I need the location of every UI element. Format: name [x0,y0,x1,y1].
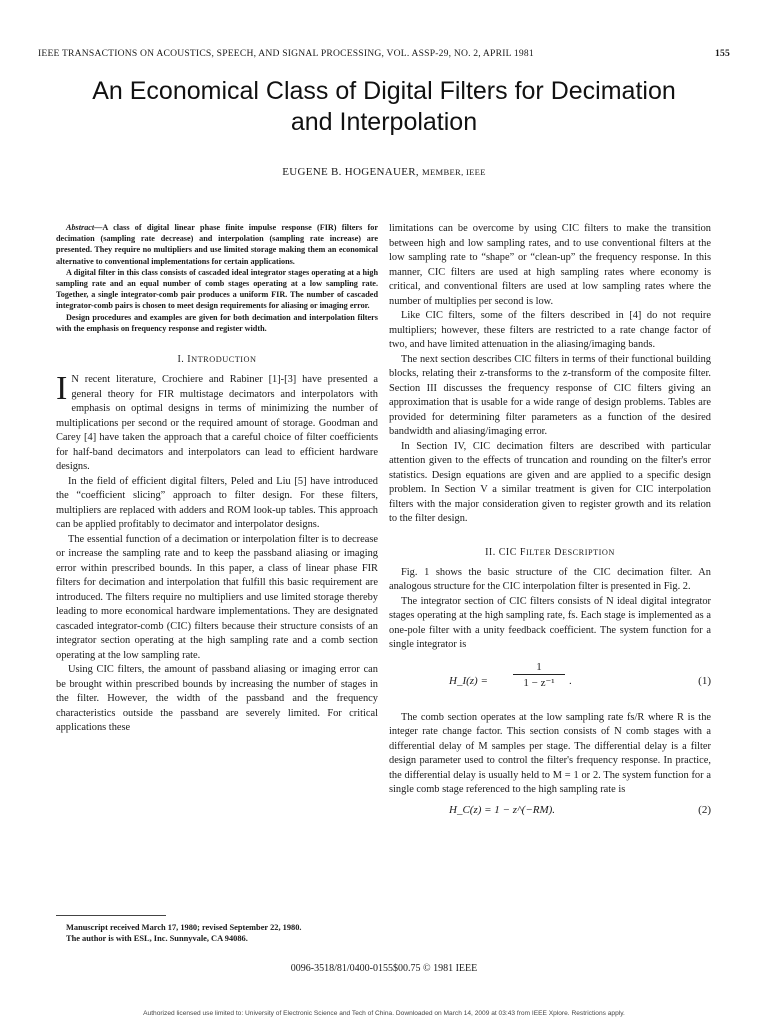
abstract-paragraph-1: Abstract—A class of digital linear phase finite impulse response (FIR) filters for decimation (sampling rate decrease) and interpolation (sampling rate increase) are presented. They require no multipliers and use limited storage making them an economical alternative to conventional implementations for certain applications. [56,223,378,266]
equation-1-period: . [569,674,572,687]
copyright-line: 0096-3518/81/0400-0155$00.75 © 1981 IEEE [290,963,478,974]
abstract [56,222,378,334]
right-column [389,222,711,822]
equation-2 [389,802,711,822]
page-number: 155 [715,48,730,59]
intro-paragraph-3: The essential function of a decimation or interpolation filter is to decrease or increase the sampling rate and to keep the passband aliasing or imaging error within prescribed bounds. In this paper, a class of linear phase FIR filters for decimation and interpolation that fulfill this basic requirement are introduced. The filters require no multipliers and use limited storage thereby leading to more economical hardware implementations. They are designated cascaded integrator-comb (CIC) filters because their structure consists of an integrator section operating at the high sampling rate and a comb section operating at the low sampling rate. [56,533,378,661]
author-line [0,166,768,178]
abstract-paragraph-2: A digital filter in this class consists of cascaded ideal integrator stages operating at a high sampling rate and an equal number of comb stages operating at a low sampling rate. Together, a single integrator-comb pair produces a uniform FIR. The number of cascaded integrator-comb pairs is chosen to meet design requirements for aliasing or imaging error. [56,267,378,311]
abstract-paragraph-3: Design procedures and examples are given for both decimation and interpolation filters with the emphasis on frequency response and register width. [56,312,378,333]
equation-1 [389,661,711,703]
intro-paragraph-8: In Section IV, CIC decimation filters are described with particular attention given to the effects of truncation and rounding on the filter's error statistics. Design equations are given and are applied to a specific design problem. In Section V a similar treatment is given for CIC interpolation filters with the major consideration given to register growth and its relation to the filter design. [389,440,711,524]
journal-citation: IEEE TRANSACTIONS ON ACOUSTICS, SPEECH, AND SIGNAL PROCESSING, VOL. ASSP-29, NO. 2, APRIL 1981 [38,48,534,59]
footnote-affiliation: The author is with ESL, Inc. Sunnyvale, CA 94086. [66,934,248,943]
intro-paragraph-4: Using CIC filters, the amount of passband aliasing or imaging error can be brought within prescribed bounds by increasing the number of stages in the filter. However, the width of the passband and the frequency characteristics outside the passband are severely limited. For critical applications these [56,664,378,734]
introduction-continued [389,222,711,527]
intro-paragraph-5: limitations can be overcome by using CIC filters to make the transition between high and low sampling rates, and to use conventional filters at the low sampling rate to “shape” or “clean-up” the frequency response. In this manner, CIC filters are used at high sampling rates where economy is critical, and conventional filters are used at low sampling rates where the number of multiplies per second is low. [389,223,711,307]
authorized-use-notice: Authorized licensed use limited to: University of Electronic Science and Tech of China. Downloaded on March 14, 2009 at 03:43 from IEEE Xplore. Restrictions apply. [143,1010,625,1017]
section2-paragraph-2: The integrator section of CIC filters consists of N ideal digital integrator stages operating at the high sampling rate, fs. Each stage is implemented as a one-pole filter with a unity feedback coefficient. The system function for a single integrator is [389,595,711,650]
intro-paragraph-2: In the field of efficient digital filters, Peled and Liu [5] have introduced the “coefficient slicing” approach to filter design. For these filters, multipliers are replaced with adders and ROM look-up tables. This approach can be applied profitably to decimator and interpolator designs. [56,475,378,531]
abstract-lead: Abstract— [66,223,103,232]
equation-2-number: (2) [698,803,711,816]
intro-paragraph-7: The next section describes CIC filters in terms of their functional building blocks, relating their z-transforms to the z-transform of the composite filter. Section III discusses the frequency response of CIC filters giving an approximation that is usable for a wide range of design problems. Tables are provided for determining filter parameters as a function of the desired bandwidth and aliasing/imaging error. [389,353,711,437]
section2-body [389,566,711,822]
left-column [56,222,378,736]
running-header [38,48,730,59]
title-line-2: and Interpolation [290,108,478,136]
title-line-1: An Economical Class of Digital Filters for Decimation [92,77,676,105]
drop-cap: I [56,370,68,408]
intro-paragraph-1: I N recent literature, Crochiere and Rabiner [1]-[3] have presented a general theory for FIR multistage decimators and interpolators with emphasis on optimal designs in terms of minimizing the number of multiplications per second or the required amount of storage. Goodman and Carey [4] have taken the approach that a careful choice of filter coefficients for half-band decimators and interpolators can lead to efficient hardware designs. [56,370,378,473]
section2-paragraph-1: Fig. 1 shows the basic structure of the CIC decimation filter. An analogous structure for the CIC interpolation filter is presented in Fig. 2. [389,566,711,592]
section2-paragraph-3: The comb section operates at the low sampling rate fs/R where R is the integer rate change factor. This section consists of N comb stages with a differential delay of M samples per stage. The differential delay is a filter design parameter used to control the filter's frequency response. In practice, the differential delay is usually held to M = 1 or 2. The system function for a single comb stage referenced to the high sampling rate is [389,711,711,795]
equation-1-lhs: H_I(z) = [449,674,488,687]
equation-1-number: (1) [698,674,711,687]
intro-paragraph-6: Like CIC filters, some of the filters described in [4] do not require multipliers; however, these filters are restricted to a rate change factor of two, and have limited attenuation in the aliasing/imaging bands. [389,310,711,350]
section-heading-cic-filter-description: II. CIC FILTER DESCRIPTION [485,546,615,558]
footnote-divider [56,915,166,916]
equation-2-expression: H_C(z) = 1 − z^(−RM). [449,803,556,816]
section-heading-introduction: I. INTRODUCTION [177,354,257,366]
equation-1-fraction [513,661,565,689]
footnote [66,922,376,944]
equation-1-denominator: 1 − z⁻¹ [523,676,555,689]
introduction-body [56,370,378,736]
equation-1-numerator: 1 [513,661,565,675]
author-membership: MEMBER, IEEE [422,167,486,177]
footnote-received: Manuscript received March 17, 1980; revised September 22, 1980. [66,923,302,932]
paper-title [30,76,738,138]
author-name: EUGENE B. HOGENAUER, [282,166,419,178]
